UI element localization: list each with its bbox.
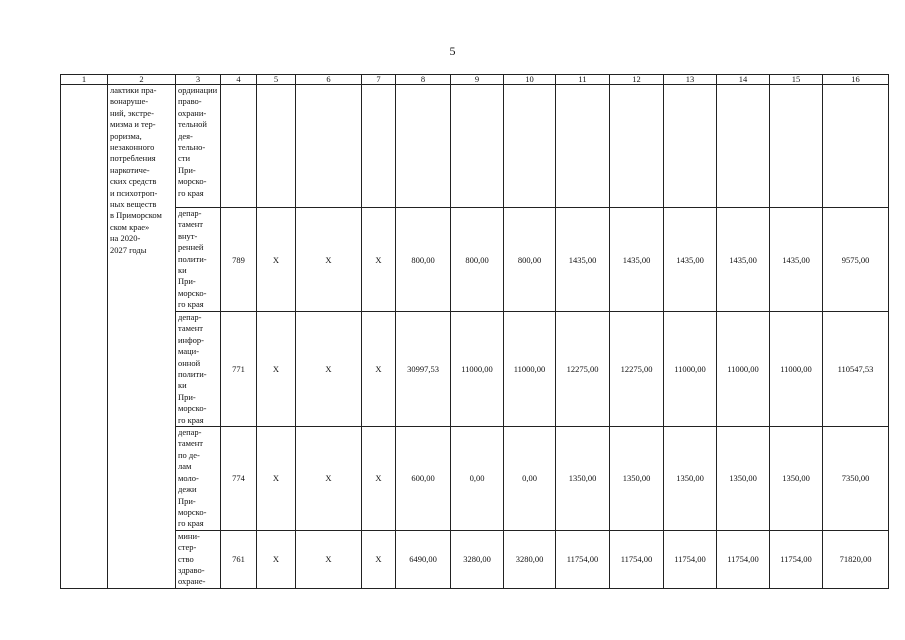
column-header: 1 xyxy=(61,75,108,85)
executor-cell: депар- тамент инфор- маци- онной полити- ки При- морско- го края xyxy=(176,312,221,427)
column-header: 9 xyxy=(451,75,504,85)
column-header: 11 xyxy=(556,75,610,85)
table-cell: 9575,00 xyxy=(823,208,889,312)
table-cell xyxy=(664,85,717,208)
table-cell: X xyxy=(296,427,362,531)
column-header: 6 xyxy=(296,75,362,85)
column-number-row xyxy=(61,75,889,85)
table-cell: 1350,00 xyxy=(717,427,770,531)
table-cell: 774 xyxy=(221,427,257,531)
table-cell: 1350,00 xyxy=(556,427,610,531)
executor-cell: депар- тамент по де- лам моло- дежи При- морско- го края xyxy=(176,427,221,531)
program-name-cell: лактики пра- вонаруше- ний, экстре- мизма и тер- роризма, незаконного потребления наркотиче- ских средств и психотроп- ных веществ в Приморском ском крае» на 2020- 2027 годы xyxy=(108,85,176,589)
table-cell xyxy=(823,85,889,208)
table-cell: 11754,00 xyxy=(556,530,610,588)
table-cell xyxy=(451,85,504,208)
executor-cell: ординации право- охрани- тельной дея- тельно- сти При- морско- го края xyxy=(176,85,221,208)
column-header: 5 xyxy=(257,75,296,85)
table-cell: X xyxy=(296,208,362,312)
table-cell: 0,00 xyxy=(451,427,504,531)
table-cell: X xyxy=(362,427,396,531)
table-row xyxy=(61,85,889,208)
table-cell xyxy=(257,85,296,208)
table-cell: 3280,00 xyxy=(504,530,556,588)
table-cell: 11754,00 xyxy=(664,530,717,588)
table-cell: X xyxy=(257,208,296,312)
table-cell: 6490,00 xyxy=(396,530,451,588)
table-cell: 3280,00 xyxy=(451,530,504,588)
table-cell: 1350,00 xyxy=(664,427,717,531)
table-row xyxy=(61,427,889,531)
table-cell: 30997,53 xyxy=(396,312,451,427)
table-cell: 1435,00 xyxy=(664,208,717,312)
table-cell: 11000,00 xyxy=(664,312,717,427)
table-cell: X xyxy=(296,312,362,427)
column-header: 16 xyxy=(823,75,889,85)
table-cell: X xyxy=(362,312,396,427)
table-cell: X xyxy=(257,530,296,588)
column-header: 3 xyxy=(176,75,221,85)
table-cell: 761 xyxy=(221,530,257,588)
table-cell xyxy=(610,85,664,208)
table-cell: 11754,00 xyxy=(610,530,664,588)
column-header: 7 xyxy=(362,75,396,85)
table-cell: 800,00 xyxy=(504,208,556,312)
table-cell xyxy=(556,85,610,208)
table-cell: X xyxy=(362,208,396,312)
table-cell: 1435,00 xyxy=(556,208,610,312)
table-cell: X xyxy=(296,530,362,588)
row-number-cell xyxy=(61,85,108,589)
page-number: 5 xyxy=(449,44,456,58)
executor-cell: мини- стер- ство здраво- охране- xyxy=(176,530,221,588)
table-cell: 11000,00 xyxy=(504,312,556,427)
table-cell: X xyxy=(257,427,296,531)
column-header: 14 xyxy=(717,75,770,85)
table-cell: 12275,00 xyxy=(610,312,664,427)
table-cell: 71820,00 xyxy=(823,530,889,588)
table-cell: 0,00 xyxy=(504,427,556,531)
table-cell: 600,00 xyxy=(396,427,451,531)
table-cell: X xyxy=(362,530,396,588)
table-cell: 11000,00 xyxy=(717,312,770,427)
table-cell: 11754,00 xyxy=(717,530,770,588)
column-header: 4 xyxy=(221,75,257,85)
table-cell: 12275,00 xyxy=(556,312,610,427)
table-cell xyxy=(221,85,257,208)
table-cell: 800,00 xyxy=(396,208,451,312)
column-header: 12 xyxy=(610,75,664,85)
table-cell xyxy=(362,85,396,208)
budget-table xyxy=(60,74,889,589)
column-header: 10 xyxy=(504,75,556,85)
table-cell: 11000,00 xyxy=(770,312,823,427)
table-cell xyxy=(717,85,770,208)
column-header: 2 xyxy=(108,75,176,85)
table-cell xyxy=(770,85,823,208)
table-cell: 1350,00 xyxy=(770,427,823,531)
column-header: 15 xyxy=(770,75,823,85)
table-cell: 1435,00 xyxy=(610,208,664,312)
table-cell: 1435,00 xyxy=(770,208,823,312)
column-header: 8 xyxy=(396,75,451,85)
table-cell: 771 xyxy=(221,312,257,427)
table-cell: 800,00 xyxy=(451,208,504,312)
table-cell: 7350,00 xyxy=(823,427,889,531)
table-cell xyxy=(396,85,451,208)
table-cell: X xyxy=(257,312,296,427)
column-header: 13 xyxy=(664,75,717,85)
table-cell: 789 xyxy=(221,208,257,312)
table-row xyxy=(61,208,889,312)
table-row xyxy=(61,530,889,588)
table-cell: 110547,53 xyxy=(823,312,889,427)
table-cell: 1435,00 xyxy=(717,208,770,312)
table-cell: 11000,00 xyxy=(451,312,504,427)
table-cell xyxy=(296,85,362,208)
table-cell xyxy=(504,85,556,208)
table-row xyxy=(61,312,889,427)
executor-cell: депар- тамент внут- ренней полити- ки При- морско- го края xyxy=(176,208,221,312)
table-cell: 11754,00 xyxy=(770,530,823,588)
table-cell: 1350,00 xyxy=(610,427,664,531)
